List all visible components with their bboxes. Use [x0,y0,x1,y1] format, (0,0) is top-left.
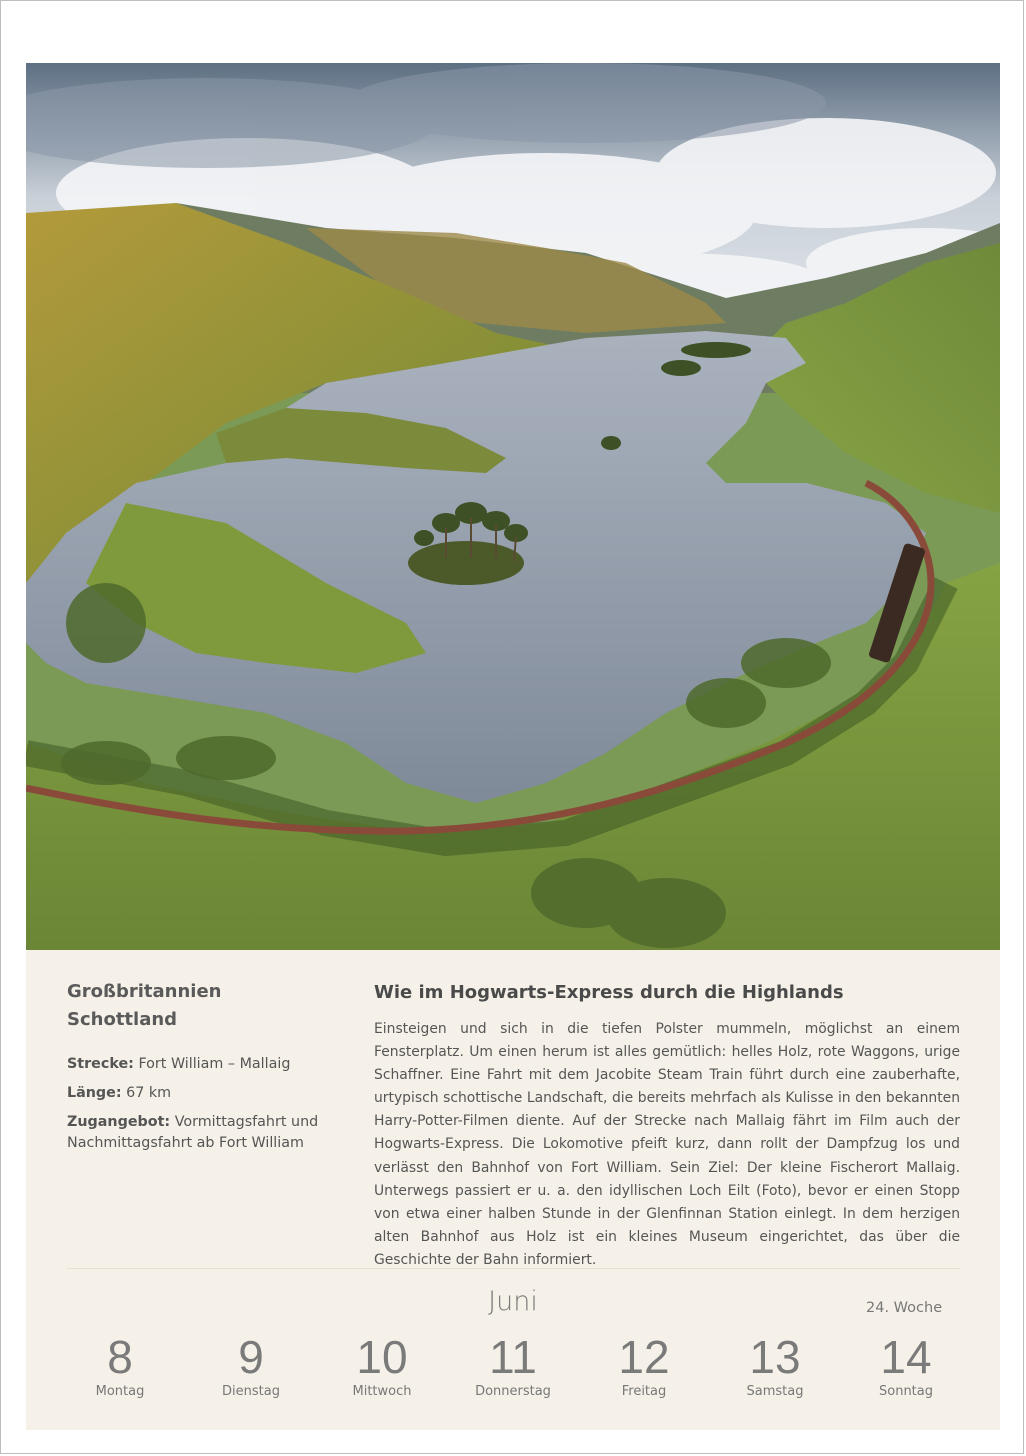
info-panel [26,950,1000,1430]
region-heading [67,978,327,1034]
day-name: Sonntag [879,1384,933,1399]
day-wednesday [322,1330,442,1399]
country-name: Großbritannien [67,981,222,1002]
month-name: Juni [488,1286,538,1317]
day-friday [584,1330,704,1399]
length-value: 67 km [126,1085,172,1101]
day-name: Samstag [746,1384,804,1399]
day-name: Montag [95,1384,145,1399]
offer-label: Zugangebot: [67,1114,171,1130]
week-number: 24. Woche [866,1300,943,1316]
day-name: Dienstag [222,1384,280,1399]
day-number: 12 [618,1331,670,1383]
fact-route [67,1054,337,1075]
fact-list [67,1054,337,1162]
article-title: Wie im Hogwarts-Express durch die Highlands [374,982,844,1003]
day-thursday [453,1330,573,1399]
day-number: 8 [107,1331,133,1383]
day-number: 11 [489,1331,537,1383]
day-number: 13 [749,1331,801,1383]
day-name: Donnerstag [475,1384,551,1399]
landscape-photo [26,63,1000,950]
article-body: Einsteigen und sich in die tiefen Polster mummeln, möglichst an einem Fensterplatz. Um einen herum ist alles gemütlich: helles Holz, rote Waggons, urige Schaffner. Eine Fahrt mit dem Jacobite Steam Train führt durch eine zauberhafte, urtypisch schottische Landschaft, die bereits mehrfach als Kulisse in den bekannten Harry-Potter-Filmen diente. Auf der Strecke nach Mallaig fährt im Film auch der Hogwarts-Express. Die Lokomotive pfeift kurz, dann rollt der Dampfzug los und verlässt den Bahnhof von Fort William. Sein Ziel: Der kleine Fischerort Mallaig. Unterwegs passiert er u. a. den idyllischen Loch Eilt (Foto), bevor er einen Stopp von etwa einer halben Stunde in der Glenfinnan Station einlegt. In dem herzigen alten Bahnhof aus Holz ist ein kleines Museum eingerichtet, das über die Geschichte der Bahn informiert. [374,1021,960,1268]
fact-offer [67,1112,337,1154]
divider [67,1268,960,1269]
day-saturday [715,1330,835,1399]
tree-island [408,541,524,585]
day-number: 14 [880,1331,932,1383]
length-label: Länge: [67,1085,122,1101]
day-number: 10 [356,1331,408,1383]
day-sunday [846,1330,966,1399]
route-label: Strecke: [67,1056,134,1072]
route-value: Fort William – Mallaig [138,1056,291,1072]
fact-length [67,1083,337,1104]
photo-illustration [26,63,1000,950]
day-monday [60,1330,180,1399]
offer-value: Vormittagsfahrt und Nachmittagsfahrt ab Fort William [67,1114,319,1151]
day-name: Mittwoch [352,1384,412,1399]
day-tuesday [191,1330,311,1399]
region-name: Schottland [67,1009,178,1030]
day-name: Freitag [621,1384,667,1399]
day-number: 9 [238,1331,264,1383]
